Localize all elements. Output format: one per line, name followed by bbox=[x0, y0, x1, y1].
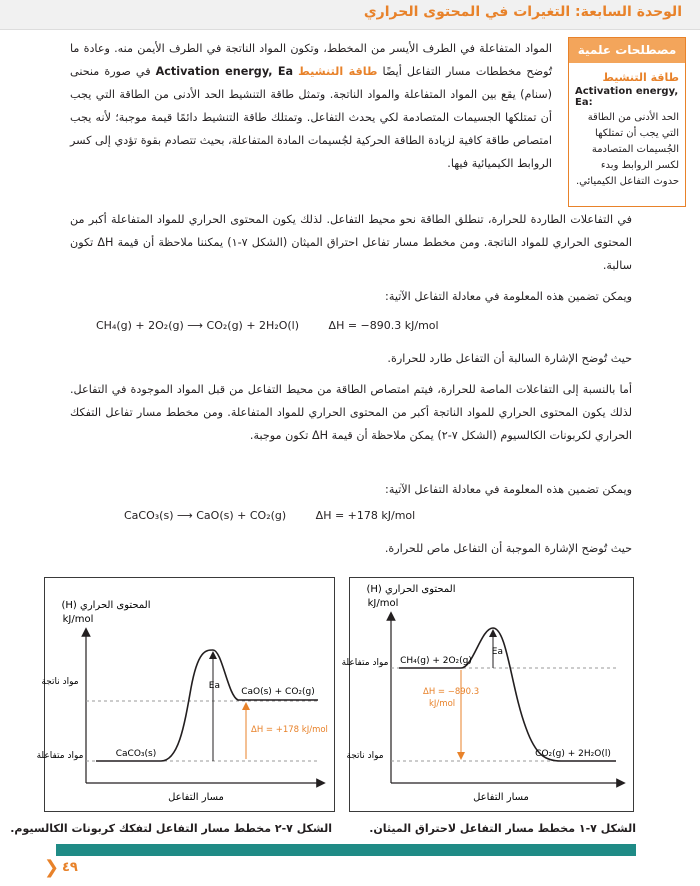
term-activation-energy: طاقة التنشيط bbox=[602, 71, 679, 84]
fig2-products-label: مواد ناتجة bbox=[41, 677, 79, 687]
intro-paragraph bbox=[70, 37, 552, 175]
equation-caco3-dh: ΔH = +178 kJ/mol bbox=[315, 509, 416, 522]
equation-caco3 bbox=[124, 509, 441, 522]
page-number: ٤٩ bbox=[62, 860, 78, 875]
p1-highlight: طاقة التنشيط bbox=[298, 65, 378, 78]
term-activation-energy-en: Activation energy, Ea: bbox=[575, 86, 679, 108]
endothermic-paragraph: أما بالنسبة إلى التفاعلات الماصة للحرارة، فيتم امتصاص الطاقة من محيط التفاعل من قبل المواد الموجودة في التفاعل. لذلك يكون المحتوى الحراري للمواد الناتجة أكبر من المحتوى الحراري للمواد المتفاعلة. ومن مخطط مسار تفاعل التفكك الحراري لكربونات الكالسيوم (الشكل ٧-٢) يمكن ملاحظة أن قيمة ΔH تكون موجبة. bbox=[70, 383, 632, 442]
term-definition: الحد الأدنى من الطاقة التي يجب أن تمتلكها الجُسيمات المتصادمة لكسر الروابط وبدء حدوث التفاعل الكيميائي. bbox=[575, 112, 679, 187]
fig2-caption: الشكل ٧-٢ مخطط مسار التفاعل لتفكك كربونات الكالسيوم. bbox=[10, 822, 332, 835]
fig1-dh-label: ΔH = −890.3 bbox=[423, 687, 480, 697]
exothermic-paragraph: في التفاعلات الطاردة للحرارة، تنطلق الطاقة نحو محيط التفاعل. لذلك يكون المحتوى الحراري للمواد المتفاعلة أكبر من المحتوى الحراري للمواد الناتجة. ومن مخطط مسار تفاعل احتراق الميثان (الشكل ٧-١) يمكننا ملاحظة أن قيمة ΔH تكون سالبة. bbox=[70, 213, 633, 272]
negative-sign-note: حيث تُوضح الإشارة السالبة أن التفاعل طارد للحرارة. bbox=[387, 352, 632, 365]
methane-profile-svg bbox=[341, 578, 633, 810]
p1-part-a: المواد المتفاعلة في الطرف الأيسر من المخطط، وتكون المواد الناتجة في الطرف الأيمن منه. وعادة ما تُوضح مخططات مسار التفاعل أيضًا bbox=[70, 42, 552, 78]
unit-title: الوحدة السابعة: التغيرات في المحتوى الحراري bbox=[363, 4, 682, 20]
unit-header bbox=[0, 0, 700, 30]
fig2-energy-curve bbox=[96, 650, 318, 761]
figure-methane-diagram bbox=[341, 577, 634, 812]
fig1-reactants-label: مواد متفاعلة bbox=[341, 658, 389, 668]
scientific-terms-heading: مصطلحات علمية bbox=[569, 38, 685, 63]
equation-intro-2: ويمكن تضمين هذه المعلومة في معادلة التفاعل الآتية: bbox=[385, 483, 632, 496]
fig2-ylabel: المحتوى الحراري (H) bbox=[61, 600, 151, 611]
fig1-reactants-formula: CH₄(g) + 2O₂(g) bbox=[400, 656, 472, 666]
equation-intro-1: ويمكن تضمين هذه المعلومة في معادلة التفاعل الآتية: bbox=[385, 290, 632, 303]
fig1-xlabel: مسار التفاعل bbox=[473, 792, 529, 803]
fig1-caption: الشكل ٧-١ مخطط مسار التفاعل لاحتراق الميثان. bbox=[369, 822, 636, 835]
chevron-left-icon: ❮ bbox=[44, 857, 60, 878]
fig2-ea-label: Ea bbox=[208, 681, 220, 691]
fig1-products-formula: CO₂(g) + 2H₂O(l) bbox=[535, 749, 611, 759]
positive-sign-note: حيث تُوضح الإشارة الموجبة أن التفاعل ماص للحرارة. bbox=[384, 542, 632, 555]
scientific-terms-box bbox=[568, 37, 686, 207]
fig2-xlabel: مسار التفاعل bbox=[168, 792, 224, 803]
fig1-yunit: kJ/mol bbox=[367, 598, 399, 609]
fig1-products-label: مواد ناتجة bbox=[346, 751, 384, 761]
fig2-yunit: kJ/mol bbox=[62, 614, 94, 625]
equation-methane bbox=[96, 319, 465, 332]
fig2-reactants-label: مواد متفاعلة bbox=[36, 751, 84, 761]
fig2-products-formula: CaO(s) + CO₂(g) bbox=[241, 687, 315, 697]
p1-english-term: Activation energy, Ea bbox=[155, 65, 294, 78]
fig2-reactants-formula: CaCO₃(s) bbox=[115, 749, 157, 759]
fig1-dh-unit: kJ/mol bbox=[429, 699, 456, 709]
equation-methane-dh: ΔH = −890.3 kJ/mol bbox=[328, 319, 439, 332]
p1-part-b: في صورة منحنى (سنام) يقع بين المواد المتفاعلة والمواد الناتجة. وتمثل طاقة التنشيط الحد الأدنى من الطاقة التي يجب أن تمتلكها الجسيمات المتصادمة لكي يحدث التفاعل. وتمتلك طاقة التنشيط دائمًا قيمة موجبة؛ لأنه يجب امتصاص طاقة كافية لزيادة الطاقة الحركية لجُسيمات المادة المتفاعلة، بحيث تتصادم بقوة تؤدي إلى كسر الروابط الكيميائية فيها. bbox=[70, 65, 552, 170]
fig1-ylabel: المحتوى الحراري (H) bbox=[366, 584, 456, 595]
figure-caco3-diagram bbox=[36, 577, 335, 812]
caco3-profile-svg bbox=[36, 578, 334, 810]
fig2-dh-label: ΔH = +178 kJ/mol bbox=[251, 725, 328, 735]
footer-bar bbox=[56, 844, 636, 856]
fig1-ea-label: Ea bbox=[491, 647, 503, 657]
equation-caco3-formula: CaCO₃(s) ⟶ CaO(s) + CO₂(g) bbox=[124, 509, 287, 522]
equation-methane-formula: CH₄(g) + 2O₂(g) ⟶ CO₂(g) + 2H₂O(l) bbox=[96, 319, 300, 332]
